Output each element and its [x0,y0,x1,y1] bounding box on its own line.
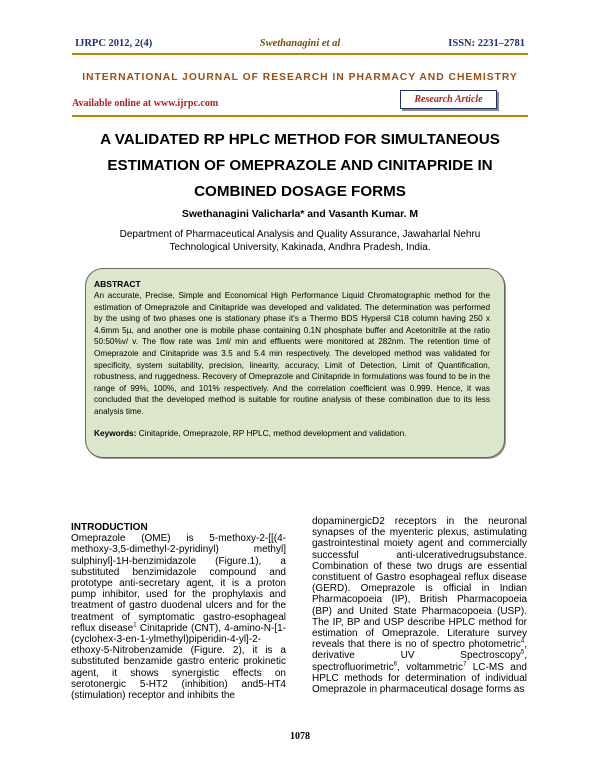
intro-heading: INTRODUCTION [71,522,148,533]
journal-ref: IJRPC 2012, 2(4) [75,38,153,49]
abstract-text: An accurate, Precise, Simple and Economical High Performance Liquid Chromatographic method for the estimation of Omeprazole and Cinitapride was developed and validated. The determination was performed by the using of two phases one is stationary phase it's a Thermo BDS Hypersil C18 column having 250 x 4.6mm 5µ, and another one is mobile phase containing 0.1N phosphate buffer and Acetonitrile at the ratio 50:50%v/ v. The flow rate was 1ml/ min and effluents were monitored at 282nm. The retention time of Omeprazole and Cinitapride was 3.5 and 5.4 min respectively. The developed method was validated for specificity, system suitability, precision, linearity, accuracy, Limit of Detection, Limit of Quantification, robustness, and ruggedness. Recovery of Omeprazole and Cinitapride in formulations was found to be in the range of 99%, 100%, and 101% respectively. And the correlation coefficient was 0.999. Hence, it was concluded that the developed method is suitable for routine analysis of these combination due to its less analysis time. [94,291,490,416]
abstract-heading: ABSTRACT [94,279,141,289]
authors: Swethanagini Valicharla* and Vasanth Kumar. M [181,209,419,220]
intro-right-column [312,516,527,695]
keywords-label: Keywords: [94,427,137,438]
page-number: 1078 [290,731,310,742]
citation: 6 [393,661,398,668]
intro-left-column [71,522,286,701]
intro-left-text: Cinitapride (CNT), 4-amino-N-[1-(cyclohex-3-en-1-ylmethyl)piperidin-4-yl]-2-ethoxy-5-Nitrobenzamide (Figure. 2), it is a substituted benzamide gastro enteric prokinetic agent, it shows synergistic effects on serotonergic 5-HT2 (inhibition) and5-HT4 (stimulation) receptor and inhibits the [71,622,286,702]
citation: 7 [462,661,467,668]
intro-right-text: , derivative UV Spectroscopy [312,639,527,662]
intro-right-text: , voltammetric [397,661,463,673]
citation: 4 [520,638,525,645]
affiliation-line: Technological University, Kakinada, Andhra Pradesh, India. [169,242,431,253]
affiliation-line: Department of Pharmaceutical Analysis and Quality Assurance, Jawaharlal Nehru [119,229,481,240]
title-line: COMBINED DOSAGE FORMS [194,183,406,200]
article-type-badge: Research Article [400,90,497,109]
title-line: A VALIDATED RP HPLC METHOD FOR SIMULTANEOUS [100,131,500,148]
intro-right-text: , spectrofluorimetric [312,650,527,673]
citation: 5 [520,650,525,657]
keywords [94,428,490,438]
issn: ISSN: 2231–2781 [448,38,525,49]
citation: 1 [133,622,137,629]
intro-right-text: dopaminergicD2 receptors in the neuronal synapses of the myenteric plexus, astimulating gastrointestinal moiety agent and commercially successful anti-ulcerativedrugsubstance. Combination of these two drugs are essential constituent of Gastro esophageal reflux disease (GERD). Omeprazole is official in Indian Pharmacopoeia (IP), British Pharmacopoeia (BP) and United State Pharmacopoeia (USP). The IP, BP and USP describe HPLC method for estimation of Omeprazole. Literature survey reveals that there is no of spectro photometric [312,516,527,651]
author-short: Swethanagini et al [259,38,341,49]
abstract-box [85,268,505,458]
journal-title: INTERNATIONAL JOURNAL OF RESEARCH IN PHARMACY AND CHEMISTRY [82,72,518,83]
journal-rule [72,115,528,117]
intro-left-text: Omeprazole (OME) is 5-methoxy-2-[[(4-methoxy-3,5-dimethyl-2-pyridinyl) methyl] sulphinyl]-1H-benzimidazole (Figure.1), a substituted benzimidazole compound and prototype anti-secretary agent, it is a proton pump inhibitor, used for the prophylaxis and treatment of gastro duodenal ulcers and for the treatment of symptomatic gastro-esophageal reflux disease [71,533,286,634]
header-rule [72,53,528,55]
paper-title [60,127,540,205]
available-online: Available online at www.ijrpc.com [72,98,219,109]
intro-right-text: LC-MS and HPLC methods for determination of individual Omeprazole in pharmaceutical dosage forms as [312,661,527,696]
keywords-text: Cinitapride, Omeprazole, RP HPLC, method development and validation. [138,427,407,438]
title-line: ESTIMATION OF OMEPRAZOLE AND CINITAPRIDE IN [107,157,493,174]
running-header [75,38,525,52]
affiliation [100,228,500,254]
